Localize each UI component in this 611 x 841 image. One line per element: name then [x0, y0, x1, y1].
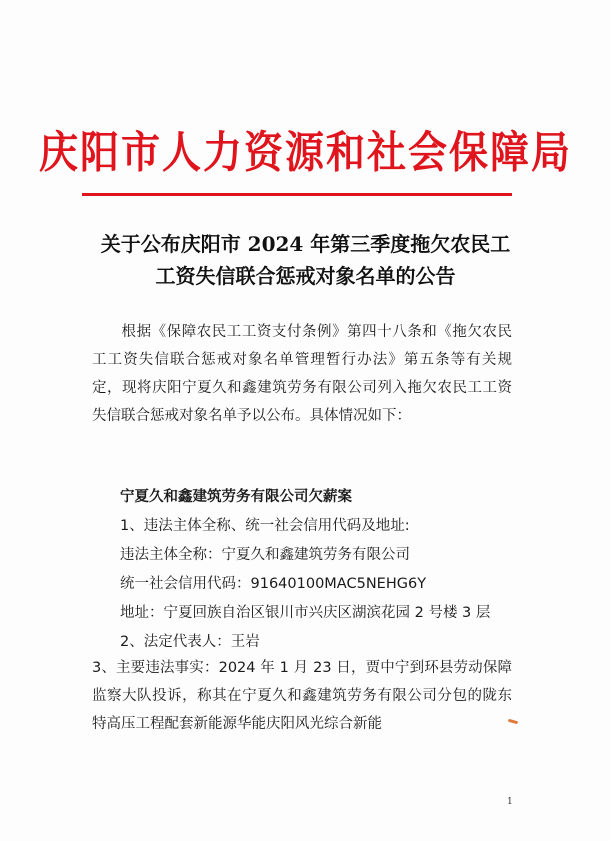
item2-legal-rep: 2、法定代表人：王岩 [120, 634, 260, 650]
notice-title-line-2: 工资失信联合惩戒对象名单的公告 [155, 264, 456, 288]
entity-address: 地址：宁夏回族自治区银川市兴庆区湖滨花园 2 号楼 3 层 [120, 605, 491, 621]
credit-code: 统一社会信用代码：91640100MAC5NEHG6Y [120, 576, 427, 592]
item3-text: 3、主要违法事实：2024 年 1 月 23 日，贾中宁到环县劳动保障监察大队投诉，称其在宁夏久和鑫建筑劳务有限公司分包的陇东特高压工程配套新能源华能庆阳风光综合新能 [92, 660, 512, 732]
page-number: 1 [507, 797, 513, 807]
intro-text: 根据《保障农民工工资支付条例》第四十八条和《拖欠农民工工资失信联合惩戒对象名单管理暂行办法》第五条等有关规定，现将庆阳宁夏久和鑫建筑劳务有限公司列入拖欠农民工工资失信联合惩戒对象名单予以公布。具体情况如下： [92, 324, 512, 424]
entity-name: 违法主体全称：宁夏久和鑫建筑劳务有限公司 [120, 547, 410, 563]
notice-title-line-1: 关于公布庆阳市 2024 年第三季度拖欠农民工 [100, 232, 511, 256]
item3-paragraph [92, 654, 512, 738]
intro-paragraph [92, 318, 512, 430]
case-title: 宁夏久和鑫建筑劳务有限公司欠薪案 [120, 489, 352, 505]
item1-heading: 1、违法主体全称、统一社会信用代码及地址: [120, 518, 410, 534]
agency-letterhead: 庆阳市人力资源和社会保障局 [38, 126, 572, 179]
letterhead-red-rule [82, 193, 512, 196]
